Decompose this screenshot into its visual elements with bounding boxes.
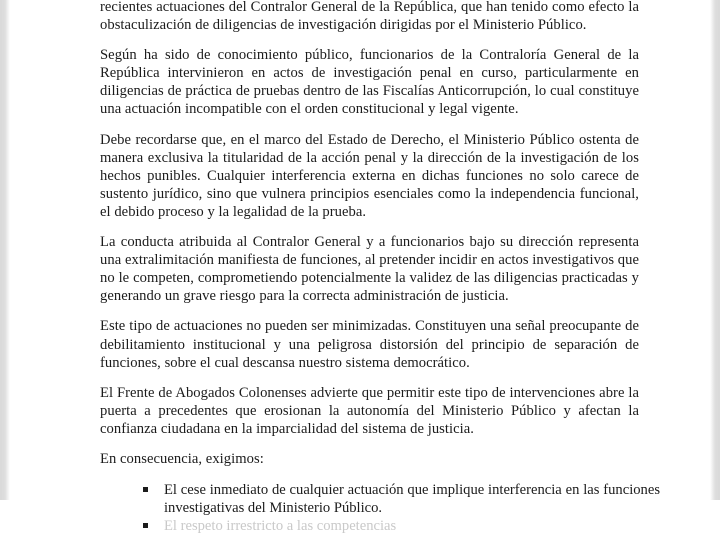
page-edge-left [0,0,10,500]
paragraph-4: La conducta atribuida al Contralor General y a funcionarios bajo su dirección representa una extralimitación manifiesta de funciones, al pretender incidir en actos investigativos que no le competen, comprometiendo potencialmente la validez de las diligencias practicadas y generando un grave riesgo para la correcta administración de justicia. [100,234,639,305]
square-bullet-icon [143,523,148,528]
paragraph-3: Debe recordarse que, en el marco del Estado de Derecho, el Ministerio Público ostenta de manera exclusiva la titularidad de la acción penal y la dirección de la investigación de los hechos punibles. Cualquier interferencia externa en dichas funciones no solo carece de sustento jurídico, sino que vulnera principios esenciales como la independencia funcional, el debido proceso y la legalidad de la prueba. [100,131,639,220]
demands-lead-in: En consecuencia, exigimos: [100,450,264,467]
page-edge-right [710,0,720,500]
demand-list-item [143,517,660,535]
paragraph-2: Según ha sido de conocimiento público, funcionarios de la Contraloría General de la República intervinieron en actos de investigación penal en curso, particularmente en diligencias de práctica de pruebas dentro de las Fiscalías Anticorrupción, lo cual constituye una actuación incompatible con el orden constitucional y legal vigente. [100,47,639,118]
square-bullet-icon [143,487,148,492]
demand-item-text: El cese inmediato de cualquier actuación que implique interferencia en las funciones investigativas del Ministerio Público. [164,482,660,517]
demand-list-item [143,481,660,517]
demands-list [100,481,660,535]
demand-item-text: El respeto irrestricto a las competencias [164,518,397,535]
paragraph-6: El Frente de Abogados Colonenses advierte que permitir este tipo de intervenciones abre la puerta a precedentes que erosionan la autonomía del Ministerio Público y afectan la confianza ciudadana en la imparcialidad del sistema de justicia. [100,384,639,437]
paragraph-5: Este tipo de actuaciones no pueden ser minimizadas. Constituyen una señal preocupante de debilitamiento institucional y una peligrosa distorsión del principio de separación de funciones, sobre el cual descansa nuestro sistema democrático. [100,318,639,371]
paragraph-1: recientes actuaciones del Contralor General de la República, que han tenido como efecto la obstaculización de diligencias de investigación dirigidas por el Ministerio Público. [100,0,639,34]
document-text-body [100,0,660,535]
